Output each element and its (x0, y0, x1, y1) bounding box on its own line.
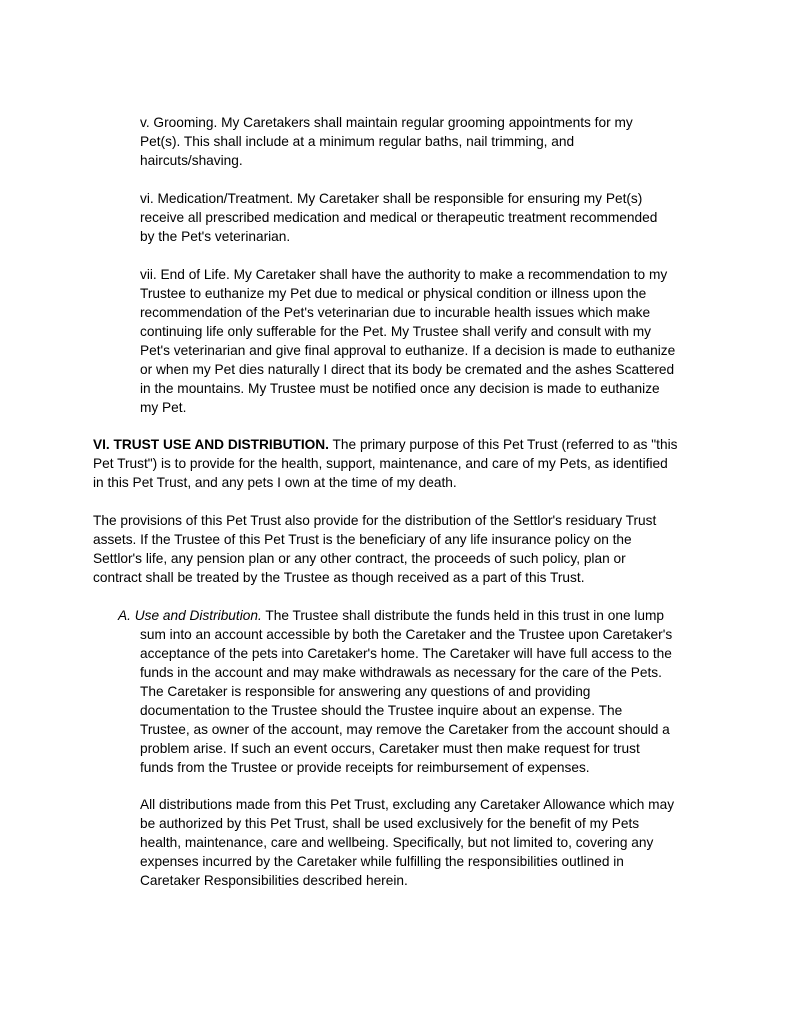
use-and-distribution-text: The Trustee shall distribute the funds held in this trust in one lump sum into an account accessible by both the Caretaker and the Trustee upon Caretaker's acceptance of the pets into Caretaker's home. The Caretaker will have full access to the funds in the account and may make withdrawals as necessary for the care of the Pets. The Caretaker is responsible for answering any questions of and providing documentation to the Trustee should the Trustee inquire about an expense. The Trustee, as owner of the account, may remove the Caretaker from the account should a problem arise. If such an event occurs, Caretaker must then make request for trust funds from the Trustee or provide receipts for reimbursement of expenses. (140, 608, 673, 775)
provisions-paragraph: The provisions of this Pet Trust also provide for the distribution of the Settlor's residuary Trust assets. If the Trustee of this Pet Trust is the beneficiary of any life insurance policy on the Settlor's life, any pension plan or any other contract, the proceeds of such policy, plan or contract shall be treated by the Trustee as though received as a part of this Trust. (93, 513, 657, 585)
section-intro-text: The primary purpose of this Pet Trust (referred to as "this Pet Trust") is to provide for the health, support, maintenance, and care of my Pets, as identified in this Pet Trust, and any pets I own at the time of my death. (93, 437, 678, 490)
medication-paragraph: vi. Medication/Treatment. My Caretaker shall be responsible for ensuring my Pet(s) receive all prescribed medication and medical or therapeutic treatment recommended by the Pet's veterinarian. (140, 191, 658, 244)
use-and-distribution-paragraph (118, 606, 732, 777)
grooming-paragraph: v. Grooming. My Caretakers shall maintain regular grooming appointments for my Pet(s). This shall include at a minimum regular baths, nail trimming, and haircuts/shaving. (140, 115, 633, 168)
end-of-life-paragraph: vii. End of Life. My Caretaker shall have the authority to make a recommendation to my Trustee to euthanize my Pet due to medical or physical condition or illness upon the recommendation of the Pet's veterinarian due to incurable health issues which make continuing life only sufferable for the Pet. My Trustee shall verify and consult with my Pet's veterinarian and give final approval to euthanize. If a decision is made to euthanize or when my Pet dies naturally I direct that its body be cremated and the ashes Scattered in the mountains. My Trustee must be notified once any decision is made to euthanize my Pet. (140, 267, 676, 415)
section-heading: VI. TRUST USE AND DISTRIBUTION. (93, 437, 329, 452)
section-vi-paragraph (93, 435, 703, 492)
use-and-distribution-heading: A. Use and Distribution. (118, 608, 262, 623)
distributions-paragraph: All distributions made from this Pet Trust, excluding any Caretaker Allowance which may be authorized by this Pet Trust, shall be used exclusively for the benefit of my Pets health, maintenance, care and wellbeing. Specifically, but not limited to, covering any expenses incurred by the Caretaker while fulfilling the responsibilities outlined in Caretaker Responsibilities described herein. (140, 797, 675, 888)
